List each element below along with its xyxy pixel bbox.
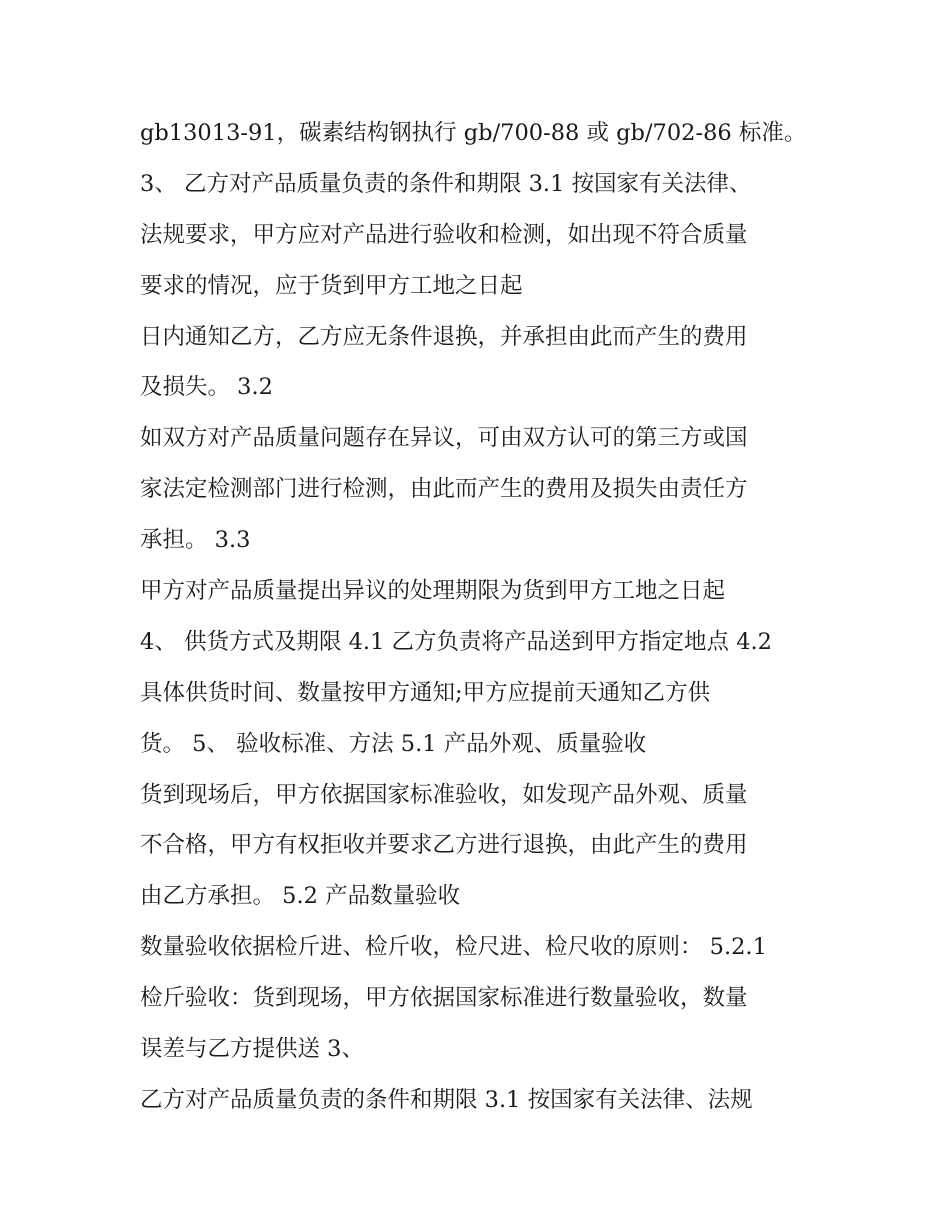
text-line: 及损失。 3.2 [140, 374, 273, 401]
text-line: 货到现场后，甲方依据国家标准验收，如发现产品外观、质量 [140, 781, 748, 808]
text-line: 乙方对产品质量负责的条件和期限 3.1 按国家有关法律、法规 [140, 1086, 753, 1113]
text-line: 法规要求，甲方应对产品进行验收和检测，如出现不符合质量 [140, 221, 748, 248]
text-line: 日内通知乙方，乙方应无条件退换，并承担由此而产生的费用 [140, 323, 748, 350]
contract-text-body [140, 108, 820, 1126]
text-line: 由乙方承担。 5.2 产品数量验收 [140, 883, 461, 910]
text-line: 甲方对产品质量提出异议的处理期限为货到甲方工地之日起 [140, 578, 726, 605]
text-line: 3、 乙方对产品质量负责的条件和期限 3.1 按国家有关法律、 [140, 170, 752, 197]
text-line: 不合格，甲方有权拒收并要求乙方进行退换，由此产生的费用 [140, 832, 748, 859]
text-line: 4、 供货方式及期限 4.1 乙方负责将产品送到甲方指定地点 4.2 [140, 628, 772, 655]
text-line: gb13013-91，碳素结构钢执行 gb/700-88 或 gb/702-86 标准。 [140, 120, 807, 146]
text-line: 误差与乙方提供送 3、 [140, 1036, 364, 1063]
text-line: 数量验收依据检斤进、检斤收，检尺进、检尺收的原则： 5.2.1 [140, 934, 767, 961]
text-line: 检斤验收：货到现场，甲方依据国家标准进行数量验收，数量 [140, 985, 748, 1012]
text-line: 家法定检测部门进行检测，由此而产生的费用及损失由责任方 [140, 476, 748, 503]
text-line: 承担。 3.3 [140, 527, 251, 554]
text-line: 要求的情况，应于货到甲方工地之日起 [140, 272, 523, 299]
text-line: 如双方对产品质量问题存在异议，可由双方认可的第三方或国 [140, 425, 748, 452]
text-line: 具体供货时间、数量按甲方通知;甲方应提前天通知乙方供 [140, 679, 711, 706]
text-line: 货。 5、 验收标准、方法 5.1 产品外观、质量验收 [140, 730, 647, 757]
